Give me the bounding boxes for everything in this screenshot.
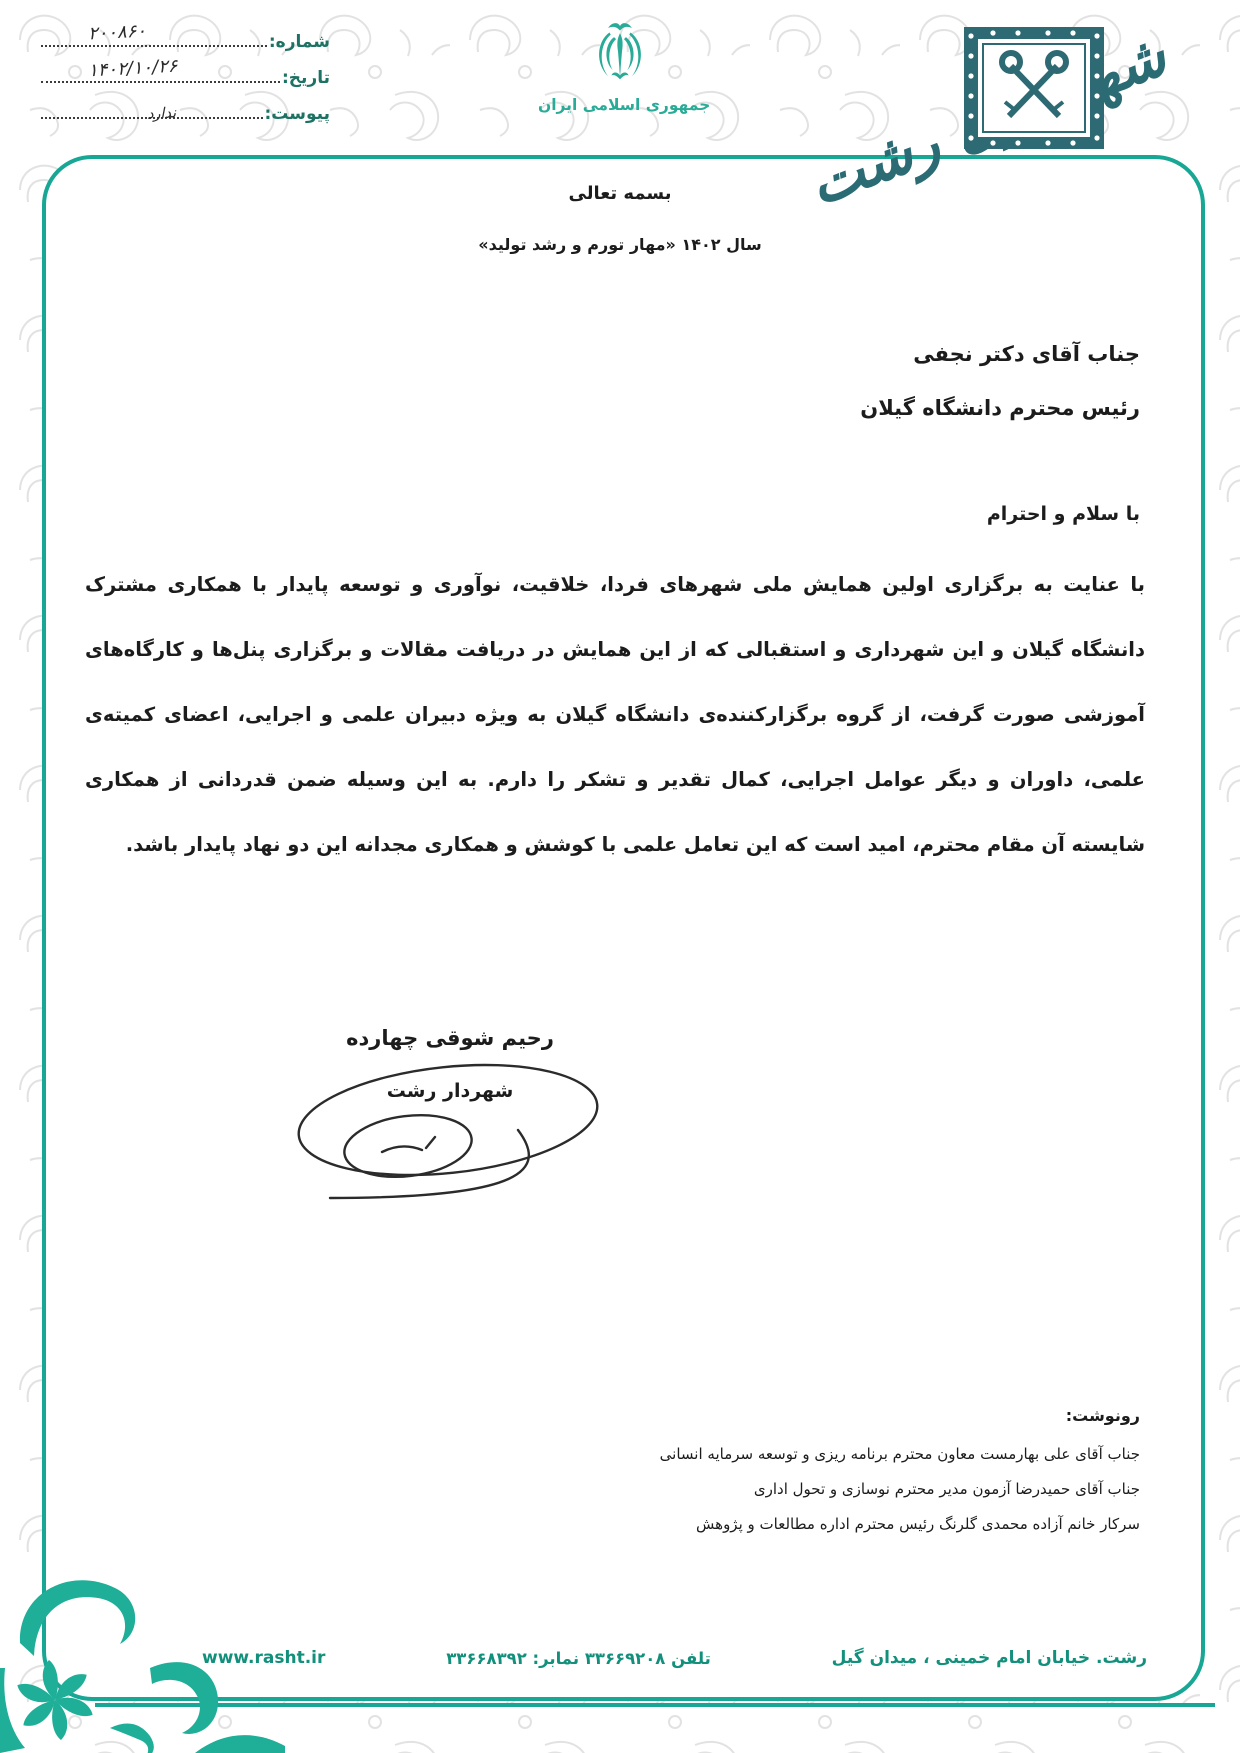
national-emblem-block (538, 20, 711, 114)
recipient-name: جناب آقای دکتر نجفی (913, 342, 1140, 366)
letter-attachment-value: ندارد (146, 105, 177, 123)
year-slogan: سال ۱۴۰۲ «مهار تورم و رشد تولید» (478, 235, 762, 254)
body-paragraph: با عنایت به برگزاری اولین همایش ملی شهرهای فردا، خلاقیت، نوآوری و توسعه پایدار با همکاری مشترک دانشگاه گیلان و این شهرداری و استقبالی که از این همایش در دریافت مقالات و برگزاری پنل‌ها و کارگاه‌های آموزشی صورت گرفت، از گروه برگزارکننده‌ی دانشگاه گیلان به ویژه دبیران علمی و اجرایی، اعضای کمیته‌ی علمی، داوران و دیگر عوامل اجرایی، کمال تقدیر و تشکر را دارم. به این وسیله ضمن قدردانی از همکاری شایسته آن مقام محترم، امید است که این تعامل علمی با کوشش و همکاری مجدانه این دو نهاد پایدار باشد. (85, 573, 1145, 856)
letter-number-dots (41, 45, 267, 47)
letter-number-label: شماره: (268, 32, 330, 53)
letter-number-field (35, 16, 330, 52)
besmele: بسمه تعالی (568, 183, 672, 204)
signer-name: رحیم شوقی چهارده (346, 1026, 554, 1050)
cc-item: جناب آقای علی بهارمست معاون محترم برنامه ریزی و توسعه سرمایه انسانی (659, 1445, 1140, 1463)
signer-title: شهردار رشت (386, 1080, 514, 1102)
footer-phone-fax: تلفن ۳۳۶۶۹۲۰۸ نمابر: ۳۳۶۶۸۳۹۲ (446, 1648, 711, 1668)
letter-date-label: تاریخ: (282, 68, 330, 89)
cc-title: رونوشت: (1065, 1406, 1140, 1425)
letter-number-value: ۲۰۰۸۶۰ (87, 20, 147, 45)
corner-ornament-icon (0, 1548, 300, 1753)
salutation: با سلام و احترام (986, 503, 1140, 525)
letter-date-field (35, 52, 330, 88)
cc-item: سرکار خانم آزاده محمدی گلرنگ رئیس محترم اداره مطالعات و پژوهش (696, 1515, 1140, 1533)
header-fields (35, 16, 330, 124)
cc-block (660, 1406, 1140, 1542)
municipality-calligraphy: رشت (799, 107, 949, 220)
letter-date-value: ۱۴۰۲/۱۰/۲۶ (87, 55, 179, 82)
letter-attachment-label: پیوست: (264, 104, 330, 125)
iran-emblem-icon (590, 20, 650, 86)
footer-website: www.rasht.ir (202, 1648, 326, 1668)
footer-address: رشت. خیابان امام خمینی ، میدان گیل (831, 1648, 1147, 1668)
cc-item: جناب آقای حمیدرضا آزمون مدیر محترم نوسازی و تحول اداری (753, 1480, 1140, 1498)
letter-attachment-field (35, 88, 330, 124)
municipality-stamp-icon (963, 26, 1105, 150)
recipient-title: رئیس محترم دانشگاه گیلان (860, 396, 1140, 420)
emblem-caption: جمهوری اسلامی ایران (538, 96, 711, 114)
letter-date-dots (41, 81, 280, 83)
